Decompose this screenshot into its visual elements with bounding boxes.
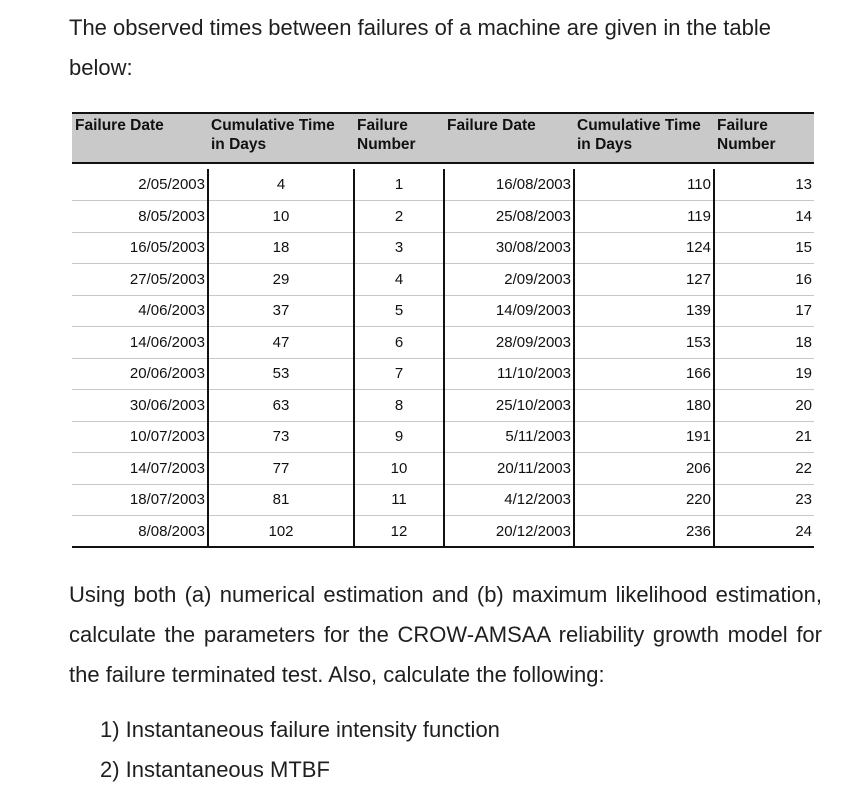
cell-failure-number-2: 18	[714, 327, 814, 359]
cell-failure-number-2: 23	[714, 484, 814, 516]
table-row	[72, 484, 814, 516]
cell-failure-date-2: 11/10/2003	[444, 358, 574, 390]
cell-failure-date-2: 5/11/2003	[444, 421, 574, 453]
cell-failure-date-1: 8/05/2003	[72, 201, 208, 233]
table-row	[72, 264, 814, 296]
cell-failure-date-2: 14/09/2003	[444, 295, 574, 327]
failure-data-table	[72, 112, 814, 548]
cell-cumulative-time-1: 63	[208, 390, 354, 422]
task-list	[100, 710, 500, 790]
header-failure-date-2: Failure Date	[444, 113, 574, 163]
cell-failure-number-2: 14	[714, 201, 814, 233]
header-cumulative-time-2: Cumulative Time in Days	[574, 113, 714, 163]
header-failure-date-1: Failure Date	[72, 113, 208, 163]
table-body	[72, 163, 814, 547]
cell-cumulative-time-1: 29	[208, 264, 354, 296]
cell-cumulative-time-2: 166	[574, 358, 714, 390]
table-row	[72, 201, 814, 233]
cell-failure-date-1: 18/07/2003	[72, 484, 208, 516]
cell-cumulative-time-1: 37	[208, 295, 354, 327]
cell-failure-date-2: 2/09/2003	[444, 264, 574, 296]
cell-failure-date-2: 25/10/2003	[444, 390, 574, 422]
cell-failure-number-2: 15	[714, 232, 814, 264]
header-failure-number-1: Failure Number	[354, 113, 444, 163]
cell-failure-date-1: 14/07/2003	[72, 453, 208, 485]
cell-cumulative-time-2: 191	[574, 421, 714, 453]
table-row	[72, 421, 814, 453]
cell-cumulative-time-2: 110	[574, 169, 714, 201]
cell-failure-number-2: 20	[714, 390, 814, 422]
failure-data-table-wrapper	[72, 112, 814, 548]
cell-failure-number-1: 2	[354, 201, 444, 233]
cell-failure-number-1: 1	[354, 169, 444, 201]
header-cumulative-time-1: Cumulative Time in Days	[208, 113, 354, 163]
cell-cumulative-time-2: 119	[574, 201, 714, 233]
cell-cumulative-time-2: 180	[574, 390, 714, 422]
cell-cumulative-time-1: 47	[208, 327, 354, 359]
cell-cumulative-time-1: 10	[208, 201, 354, 233]
cell-cumulative-time-2: 236	[574, 516, 714, 548]
cell-failure-number-2: 13	[714, 169, 814, 201]
table-row	[72, 232, 814, 264]
header-failure-number-2: Failure Number	[714, 113, 814, 163]
cell-failure-date-1: 16/05/2003	[72, 232, 208, 264]
cell-failure-number-2: 22	[714, 453, 814, 485]
cell-failure-date-1: 14/06/2003	[72, 327, 208, 359]
cell-failure-date-1: 2/05/2003	[72, 169, 208, 201]
intro-text: The observed times between failures of a machine are given in the table below:	[69, 15, 771, 80]
cell-failure-number-1: 9	[354, 421, 444, 453]
table-row	[72, 295, 814, 327]
cell-failure-number-2: 19	[714, 358, 814, 390]
cell-failure-number-2: 16	[714, 264, 814, 296]
table-row	[72, 453, 814, 485]
cell-cumulative-time-2: 139	[574, 295, 714, 327]
cell-failure-date-1: 30/06/2003	[72, 390, 208, 422]
cell-cumulative-time-2: 127	[574, 264, 714, 296]
question-text: Using both (a) numerical estimation and (b) maximum likelihood estimation, calculate the parameters for the CROW-AMSAA reliability growth model for the failure terminated test. Also, calculate the following:	[69, 582, 822, 687]
cell-failure-number-1: 5	[354, 295, 444, 327]
cell-failure-number-1: 12	[354, 516, 444, 548]
cell-failure-date-2: 4/12/2003	[444, 484, 574, 516]
cell-failure-date-1: 8/08/2003	[72, 516, 208, 548]
list-item: 1) Instantaneous failure intensity function	[100, 717, 500, 742]
cell-failure-date-2: 20/12/2003	[444, 516, 574, 548]
cell-failure-number-1: 7	[354, 358, 444, 390]
cell-failure-number-1: 4	[354, 264, 444, 296]
cell-failure-date-1: 4/06/2003	[72, 295, 208, 327]
cell-cumulative-time-2: 220	[574, 484, 714, 516]
list-item: 2) Instantaneous MTBF	[100, 757, 330, 782]
table-row	[72, 390, 814, 422]
cell-cumulative-time-2: 124	[574, 232, 714, 264]
cell-cumulative-time-1: 81	[208, 484, 354, 516]
cell-cumulative-time-1: 73	[208, 421, 354, 453]
cell-failure-date-1: 10/07/2003	[72, 421, 208, 453]
cell-failure-date-2: 20/11/2003	[444, 453, 574, 485]
cell-failure-date-2: 16/08/2003	[444, 169, 574, 201]
cell-cumulative-time-1: 18	[208, 232, 354, 264]
cell-failure-number-2: 21	[714, 421, 814, 453]
cell-failure-number-1: 8	[354, 390, 444, 422]
cell-failure-number-1: 11	[354, 484, 444, 516]
cell-failure-number-1: 3	[354, 232, 444, 264]
cell-cumulative-time-2: 206	[574, 453, 714, 485]
cell-cumulative-time-2: 153	[574, 327, 714, 359]
cell-failure-number-1: 6	[354, 327, 444, 359]
cell-cumulative-time-1: 4	[208, 169, 354, 201]
cell-failure-number-1: 10	[354, 453, 444, 485]
cell-cumulative-time-1: 53	[208, 358, 354, 390]
cell-failure-date-1: 27/05/2003	[72, 264, 208, 296]
cell-cumulative-time-1: 102	[208, 516, 354, 548]
cell-cumulative-time-1: 77	[208, 453, 354, 485]
cell-failure-date-1: 20/06/2003	[72, 358, 208, 390]
cell-failure-number-2: 24	[714, 516, 814, 548]
cell-failure-number-2: 17	[714, 295, 814, 327]
table-row	[72, 327, 814, 359]
cell-failure-date-2: 30/08/2003	[444, 232, 574, 264]
table-row	[72, 358, 814, 390]
cell-failure-date-2: 25/08/2003	[444, 201, 574, 233]
table-row	[72, 169, 814, 201]
table-row	[72, 516, 814, 548]
cell-failure-date-2: 28/09/2003	[444, 327, 574, 359]
table-header-row	[72, 113, 814, 163]
